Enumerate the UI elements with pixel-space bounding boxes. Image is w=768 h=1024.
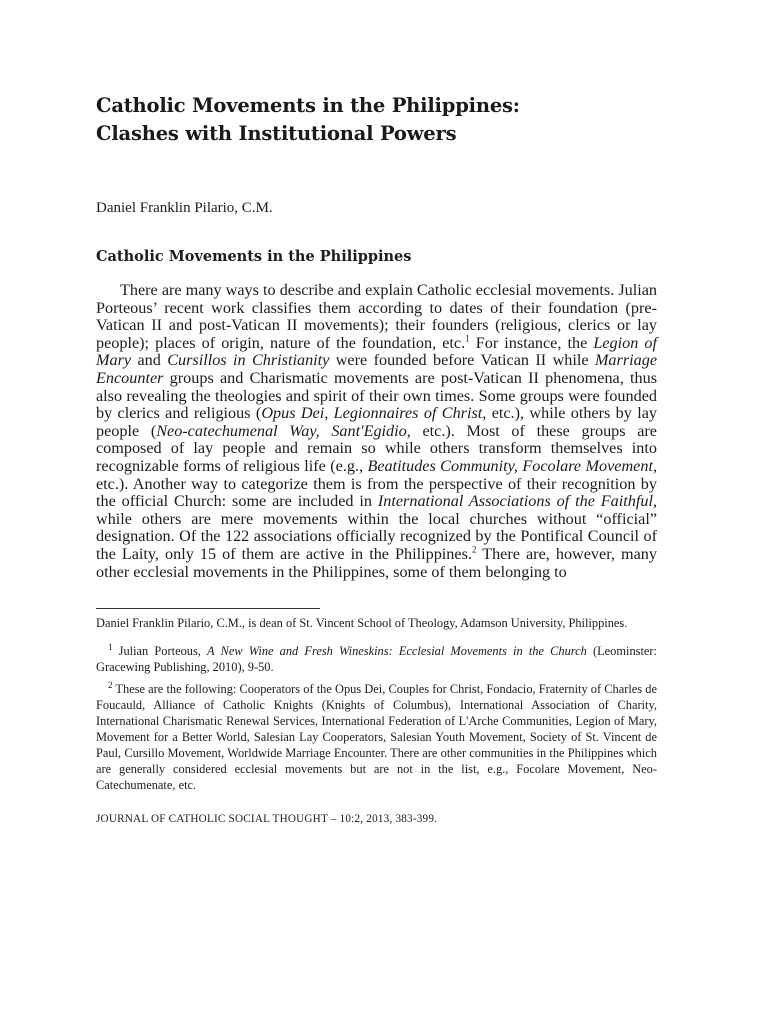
footnote-2-text: These are the following: Cooperators of the Opus Dei, Couples for Christ, Fondacio, Fraternity of Charles de Foucauld, Alliance of Catholic Knights (Knights of Columbus), International Association of Charity, International Charismatic Renewal Services, International Federation of L'Arche Communities, Legion of Mary, Movement for a Better World, Salesian Lay Cooperators, Salesian Youth Movement, Society of St. Vincent de Paul, Cursillo Movement, Worldwide Marriage Encounter. There are other communities in the Philippines which are generally considered ecclesial movements but are not in the list, e.g., Focolare Movement, Neo-Catechumenate, etc.: [96, 682, 657, 793]
body-text-run: , etc.). Most of these groups are composed of lay people and remain so while others transform themselves into recognizable forms of religious life (e.g.,: [96, 421, 657, 475]
footnote-1-mark: 1: [108, 641, 113, 652]
author-affiliation-note: Daniel Franklin Pilario, C.M., is dean of St. Vincent School of Theology, Adamson University, Philippines.: [96, 616, 628, 631]
footnote-1-book-title: A New Wine and Fresh Wineskins: Ecclesial Movements in the Church: [207, 644, 587, 659]
journal-citation: JOURNAL OF CATHOLIC SOCIAL THOUGHT – 10:2, 2013, 383-399.: [96, 813, 438, 826]
footnote-1-text: Julian Porteous,: [112, 644, 208, 659]
italic-term: Beatitudes Community, Focolare Movement: [367, 456, 653, 475]
footnote-1: [96, 643, 657, 675]
body-paragraph: [96, 282, 657, 581]
italic-term: Cursillos in Christianity: [167, 351, 330, 370]
paper-page: [96, 92, 657, 826]
article-title-line-1: Catholic Movements in the Philippines:: [96, 94, 520, 117]
body-text-run: groups and Charismatic movements are post-Vatican II phenomena, thus also revealing the theologies and spirit of their own times. Some groups were founded by clerics and religious (: [96, 368, 657, 423]
article-author: Daniel Franklin Pilario, C.M.: [96, 200, 273, 216]
body-text-run: There are, however, many other ecclesial movements in the Philippines, some of them belonging to: [96, 544, 657, 581]
footnote-2: [96, 681, 657, 793]
article-title-line-2: Clashes with Institutional Powers: [96, 122, 457, 145]
section-heading: Catholic Movements in the Philippines: [96, 248, 412, 265]
italic-term: International Associations of the Faithful: [377, 492, 653, 511]
body-text-run: , etc.). Another way to categorize them is from the perspective of their recognition by the official Church: some are included in: [96, 456, 657, 511]
footnote-ref-1[interactable]: 1: [465, 333, 470, 344]
body-text-run: were founded before Vatican II while: [329, 351, 595, 370]
footnote-divider: [96, 608, 320, 609]
italic-term: Legion of Mary: [96, 333, 657, 370]
italic-term: Marriage Encounter: [96, 351, 657, 387]
article-title: [96, 92, 657, 148]
body-text-run: There are many ways to describe and explain Catholic ecclesial movements. Julian Porteous’ recent work classifies them according to dates of their foundation (pre-Vatican II and post-Vatican II movements); their founders (religious, clerics or lay people); places of origin, nature of the foundation, etc.: [96, 281, 657, 352]
footnote-1-text-end: (Leominster: Gracewing Publishing, 2010), 9-50.: [96, 644, 657, 675]
body-text-run: and: [131, 351, 168, 370]
body-text-run: , etc.), while others by lay people (: [96, 404, 657, 440]
italic-term: Opus Dei, Legionnaires of Christ: [261, 404, 483, 423]
body-text-run: For instance, the: [469, 333, 594, 352]
body-text-run: , while others are mere movements within the local churches without “official” designation. Of the 122 associations officially recognized by the Pontifical Council of the Laity, only 15 of them are active in the Philippines.: [96, 492, 658, 563]
footnote-ref-2[interactable]: 2: [471, 544, 477, 555]
italic-term: Neo-catechumenal Way, Sant'Egidio: [156, 421, 407, 440]
footnote-2-mark: 2: [108, 679, 113, 690]
